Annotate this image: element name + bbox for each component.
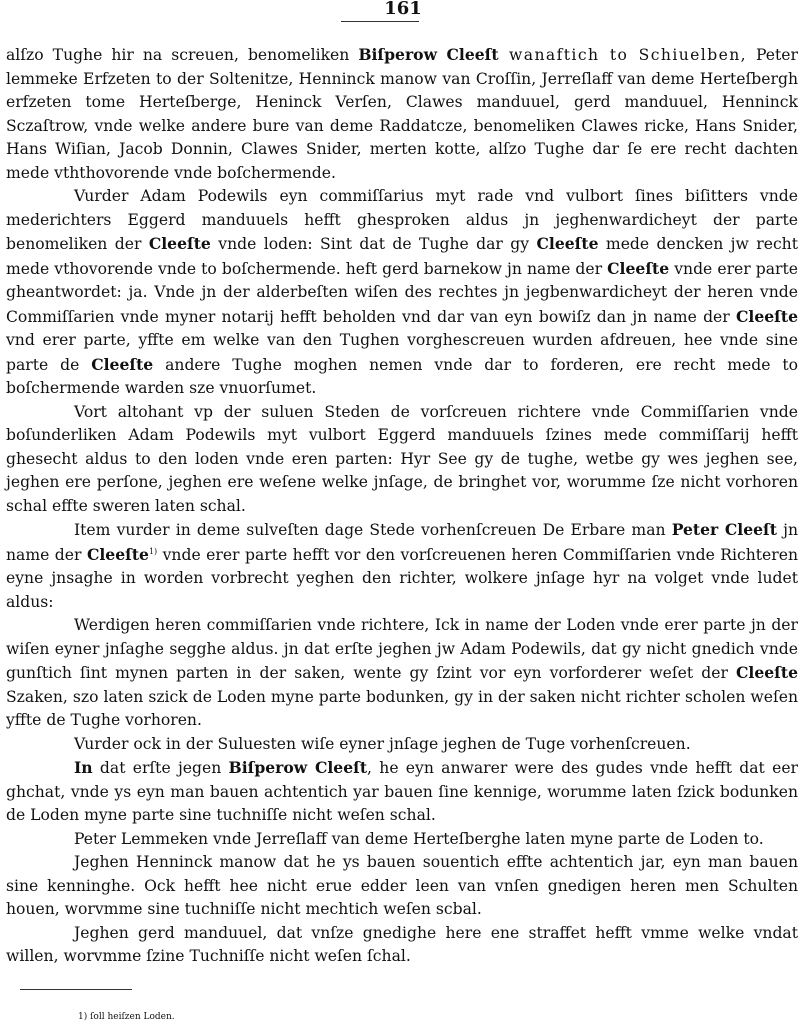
text-run: mede dencken jw recht mede vthovorende vnde to boſchermende. heft gerd barnekow jn name der bbox=[6, 235, 798, 278]
paragraph bbox=[6, 756, 798, 828]
text-run: Szaken, szo laten szick de Loden myne parte bodunken, gy in der saken nicht richter scholen weſen yffte de Tughe vorhoren. bbox=[6, 687, 798, 729]
text-run: Item vurder in deme sulveſten dage Stede vorhenſcreuen De Erbare man bbox=[74, 521, 672, 539]
text-run: vnde loden: Sint dat de Tughe dar gy bbox=[210, 235, 537, 253]
footnote-rule bbox=[20, 989, 132, 990]
paragraph bbox=[6, 851, 798, 922]
emphasized-name: In bbox=[74, 758, 93, 777]
emphasized-name: Cleeſte bbox=[607, 258, 670, 278]
text-run: Vurder Adam Podewils eyn commiſſarius myt rade vnd vulbort ſines biſitters vnde mederichters Eggerd manduuels hefft ghesproken aldus jn jeghenwardicheyt der parte benomeliken der bbox=[6, 187, 798, 253]
text-run: Vurder ock in der Suluesten wiſe eyner jnſage jeghen de Tuge vorhenſcreuen. bbox=[74, 734, 691, 753]
footnote-marker: 1) bbox=[148, 546, 158, 556]
paragraph bbox=[6, 185, 798, 401]
page-number: 161 bbox=[384, 0, 422, 19]
text-run: andere Tughe moghen nemen vnde dar to forderen, ere recht mede to boſchermende warden sze vnuorſumet. bbox=[6, 355, 798, 397]
text-run: jn name der bbox=[6, 521, 798, 564]
text-run: vnde erer parte gheantwordet: ja. Vnde jn der alderbeſten wiſen des rechtes jn jegbenwardicheyt der heren vnde Commiſſarien vnde myner notarij hefft beholden vnd dar van eyn bowiſz dan jn name der bbox=[6, 259, 798, 326]
header-rule bbox=[341, 21, 419, 22]
text-run: alſzo Tughe hir na screuen, benomeliken bbox=[6, 46, 359, 64]
paragraph bbox=[6, 828, 798, 852]
text-run: Vort altohant vp der suluen Steden de vorſcreuen richtere vnde Commiſſarien vnde boſunderliken Adam Podewils myt vulbort Eggerd manduuels ſzines mede commiſſarij hefft ghesecht aldus to den loden vnde eren parten: Hyr See gy de tughe, wetbe gy wes jeghen see, jeghen ere perſone, jeghen ere weſene welke jnſage, de bringhet vor, worumme ſze nicht vorhoren schal effte sweren laten schal. bbox=[6, 402, 798, 515]
text-run: Peter lemmeke Erfzeten to der Soltenitze, Henninck manow van Croſſin, Jerreſlaff van deme Herteſbergh erfzeten tome Herteſberge, Heninck Verſen, Clawes manduuel, gerd manduuel, Henninck Sczaſtrow, vnde welke andere bure van deme Raddatcze, benomeliken Clawes ricke, Hans Snider, Hans Wiſian, Jacob Donnin, Clawes Snider, merten kotte, alſzo Tughe dar ſe ere recht dachten mede vththovorende vnde boſchermende. bbox=[6, 46, 798, 182]
footnote: 1) ſoll heiſzen Loden. bbox=[78, 1012, 175, 1022]
text-run: vnd erer parte, yffte em welke van den Tughen vorghescreuen wurden afdreuen, hee vnde sine parte de bbox=[6, 331, 798, 374]
text-run: vnde erer parte hefft vor den vorſcreuenen heren Commiſſarien vnde Richteren eyne jnsaghe in worden vorbrecht yeghen den richter, wolkere jnſage hyr na volget vnde ludet aldus: bbox=[6, 545, 798, 611]
text-run: wanaftich to Schiuelben, bbox=[498, 46, 747, 64]
text-run: , he eyn anwarer were des gudes vnde hefft dat eer ghchat, vnde ys eyn man bauen achtentich yar bauen ſine kennige, worumme laten ſzick bodunken de Loden myne parte sine tuchniſſe nicht weſen schal. bbox=[6, 759, 799, 824]
paragraph bbox=[6, 43, 798, 185]
emphasized-name: Biſperow Cleeſt bbox=[228, 758, 368, 777]
document-body bbox=[6, 43, 798, 969]
paragraph bbox=[6, 614, 798, 733]
emphasized-name: Cleeſte bbox=[536, 234, 599, 253]
emphasized-name: Cleeſte bbox=[91, 354, 154, 374]
text-run: dat erſte jegen bbox=[92, 759, 229, 777]
text-run: Jeghen gerd manduuel, dat vnſze gnedighe here ene straffet hefft vmme welke vndat willen, worvmme ſzine Tuchniſſe nicht weſen ſchal. bbox=[6, 923, 798, 965]
emphasized-name: Peter Cleeſt bbox=[671, 520, 777, 539]
text-run: Peter Lemmeken vnde Jerreſlaff van deme Herteſberghe laten myne parte de Loden to. bbox=[74, 829, 764, 848]
emphasized-name: Cleeſte bbox=[735, 663, 798, 682]
paragraph bbox=[6, 733, 798, 757]
paragraph bbox=[6, 401, 798, 519]
emphasized-name: Cleeſte bbox=[86, 544, 149, 564]
emphasized-name: Cleeſte bbox=[148, 234, 211, 253]
emphasized-name: Biſperow Cleeſt bbox=[358, 45, 499, 64]
text-run: Jeghen Henninck manow dat he ys bauen souentich effte achtentich jar, eyn man bauen sine kenninghe. Ock hefft hee nicht erue edder leen van vnſen gnedigen heren men Schulten houen, worvmme sine tuchniſſe nicht mechtich weſen scbal. bbox=[6, 853, 798, 918]
paragraph bbox=[6, 922, 798, 969]
text-run: Werdigen heren commiſſarien vnde richtere, Ick in name der Loden vnde erer parte jn der wiſen eyner jnſaghe segghe aldus. jn dat erſte jeghen jw Adam Podewils, dat gy nicht gnedich vnde gunſtich ſint mynen parten in der saken, wente gy ſzint vor eyn vorforderer weſet der bbox=[6, 616, 798, 682]
emphasized-name: Cleeſte bbox=[735, 306, 798, 326]
paragraph bbox=[6, 518, 798, 614]
